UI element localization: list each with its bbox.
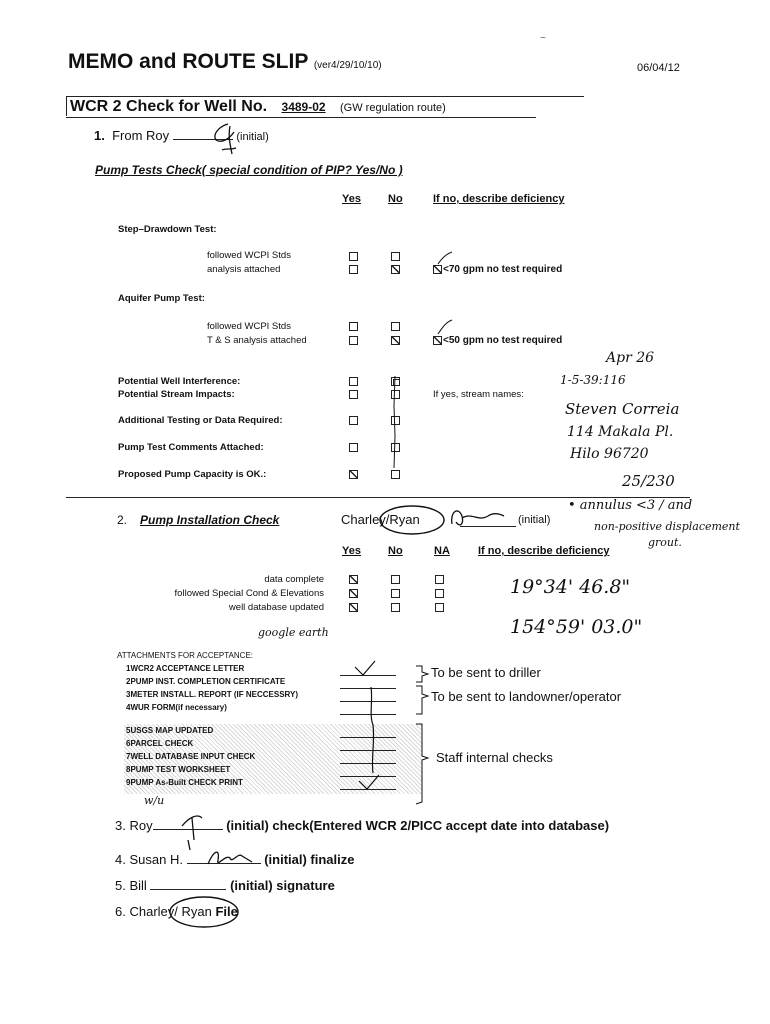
handwritten-tmk: 1-5-39:116 <box>560 373 626 387</box>
sd-row-label: analysis attached <box>207 264 281 275</box>
checkbox[interactable] <box>349 265 358 274</box>
handwritten-number: 25/230 <box>622 472 675 490</box>
stream-label: Potential Stream Impacts: <box>118 389 235 400</box>
memo-date: 06/04/12 <box>637 62 680 74</box>
checkbox[interactable] <box>349 377 358 386</box>
attachment-item: 3METER INSTALL. REPORT (IF NECCESSRY) <box>126 690 299 699</box>
handwritten-address: 114 Makala Pl. <box>567 424 674 440</box>
col-deficiency: If no, describe deficiency <box>433 193 565 205</box>
checkbox[interactable] <box>391 603 400 612</box>
attachment-item: 8PUMP TEST WORKSHEET <box>126 765 231 774</box>
attachments-heading: ATTACHMENTS FOR ACCEPTANCE: <box>117 651 254 660</box>
checkbox[interactable] <box>349 336 358 345</box>
handwritten-note: non-positive displacement <box>594 520 740 533</box>
step2-number: 2. <box>117 513 128 527</box>
additional-label: Additional Testing or Data Required: <box>118 415 283 426</box>
step2-initial-hint: (initial) <box>518 514 551 526</box>
checkbox[interactable] <box>391 252 400 261</box>
interference-label: Potential Well Interference: <box>118 376 241 387</box>
checkbox[interactable] <box>435 589 444 598</box>
col-na: NA <box>434 545 450 557</box>
step-row: 6. Charley/ Ryan File <box>115 904 238 919</box>
step2-initial-scribble <box>448 502 508 534</box>
initial-line <box>460 526 516 527</box>
sd-row-label: followed WCPI Stds <box>207 250 291 261</box>
handwritten-latitude: 19°34' 46.8" <box>510 576 631 598</box>
to-driller-label: To be sent to driller <box>431 665 541 680</box>
handdrawn-line <box>390 376 400 472</box>
capacity-label: Proposed Pump Capacity is OK.: <box>118 469 267 480</box>
install-row-label: data complete <box>264 574 324 585</box>
check-mark <box>436 250 456 270</box>
pump-tests-heading: Pump Tests Check( special condition of PIP? Yes/No ) <box>95 163 403 177</box>
checkbox[interactable] <box>435 575 444 584</box>
attachment-braces <box>412 664 434 814</box>
wcr-rule <box>66 117 536 118</box>
susan-initial-scribble <box>202 844 262 874</box>
aquifer-label: Aquifer Pump Test: <box>118 293 205 304</box>
step2-heading: Pump Installation Check <box>140 513 280 527</box>
checkbox-checked[interactable] <box>349 603 358 612</box>
checkbox[interactable] <box>349 390 358 399</box>
well-number: 3489-02 <box>281 100 326 114</box>
wcr-well-title: WCR 2 Check for Well No. 3489-02 (GW regulation route) <box>70 98 446 115</box>
aq-note: <50 gpm no test required <box>443 335 563 346</box>
step1-from: 1. From Roy (initial) <box>94 128 269 143</box>
attachment-checkmarks <box>345 663 395 795</box>
step-row: 3. Roy (initial) check(Entered WCR 2/PICC accept date into database) <box>115 818 610 833</box>
checkbox-checked[interactable] <box>391 265 400 274</box>
staff-checks-label: Staff internal checks <box>436 750 553 765</box>
checkbox[interactable] <box>349 443 358 452</box>
install-row-label: followed Special Cond & Elevations <box>174 588 324 599</box>
to-landowner-label: To be sent to landowner/operator <box>431 689 622 704</box>
attachment-item: 9PUMP As-Built CHECK PRINT <box>126 778 243 787</box>
checkbox[interactable] <box>391 589 400 598</box>
version-label: (ver4/29/10/10) <box>313 60 382 71</box>
handwritten-city: Hilo 96720 <box>570 446 649 462</box>
handwritten-note: grout. <box>648 536 682 549</box>
memo-title: MEMO and ROUTE SLIP (ver4/29/10/10) <box>68 50 382 73</box>
handwritten-apr: Apr 26 <box>606 350 655 366</box>
step-row: 5. Bill (initial) signature <box>115 878 335 893</box>
col-no: No <box>388 545 403 557</box>
attachment-item: 2PUMP INST. COMPLETION CERTIFICATE <box>126 677 286 686</box>
title-rule <box>66 96 584 97</box>
install-row-label: well database updated <box>228 602 324 613</box>
step-drawdown-label: Step–Drawdown Test: <box>118 224 217 235</box>
checkbox[interactable] <box>349 416 358 425</box>
sd-note: <70 gpm no test required <box>443 264 563 275</box>
aq-row-label: followed WCPI Stds <box>207 321 291 332</box>
col-yes: Yes <box>342 545 361 557</box>
checkbox-checked[interactable] <box>391 336 400 345</box>
col-yes: Yes <box>342 193 361 205</box>
scan-artifact: ~ <box>540 33 546 44</box>
handwritten-note: • annulus <3 / and <box>568 498 693 513</box>
route-label: (GW regulation route) <box>340 102 446 114</box>
step2-names: Charley/Ryan <box>341 512 420 527</box>
attachment-item: 1WCR2 ACCEPTANCE LETTER <box>126 664 245 673</box>
title-rule-left <box>66 96 67 116</box>
step-row: 4. Susan H. (initial) finalize <box>115 852 355 867</box>
checkbox[interactable] <box>391 575 400 584</box>
handwritten-wm: w/u <box>144 794 165 807</box>
aq-row-label: T & S analysis attached <box>207 335 307 346</box>
handwritten-longitude: 154°59' 03.0" <box>510 616 643 638</box>
attachment-item: 5USGS MAP UPDATED <box>126 726 214 735</box>
checkbox-checked[interactable] <box>349 470 358 479</box>
checkbox[interactable] <box>391 322 400 331</box>
col-deficiency: If no, describe deficiency <box>478 545 610 557</box>
handwritten-owner: Steven Correia <box>565 400 680 418</box>
name-circle <box>166 896 256 930</box>
checkbox[interactable] <box>349 322 358 331</box>
attachment-item: 4WUR FORM(if necessary) <box>126 703 227 712</box>
handwritten-google: google earth <box>258 626 329 639</box>
col-no: No <box>388 193 403 205</box>
checkbox[interactable] <box>349 252 358 261</box>
checkbox-checked[interactable] <box>349 589 358 598</box>
attachment-item: 6PARCEL CHECK <box>126 739 194 748</box>
checkbox-checked[interactable] <box>349 575 358 584</box>
name-circle <box>378 504 448 538</box>
checkbox[interactable] <box>435 603 444 612</box>
stream-names-label: If yes, stream names: <box>433 389 524 400</box>
attachment-item: 7WELL DATABASE INPUT CHECK <box>126 752 256 761</box>
check-mark <box>436 318 456 340</box>
comments-label: Pump Test Comments Attached: <box>118 442 264 453</box>
